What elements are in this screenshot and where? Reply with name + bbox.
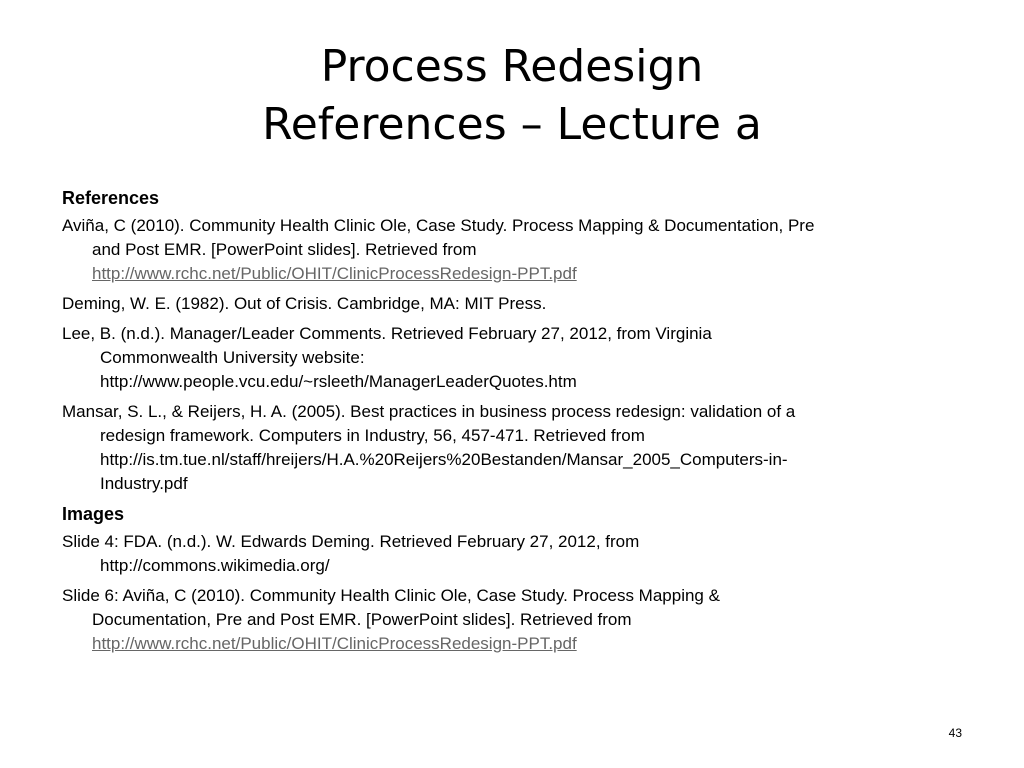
title-line-1: Process Redesign bbox=[320, 41, 704, 92]
page-number: 43 bbox=[948, 726, 962, 740]
images-heading: Images bbox=[62, 504, 125, 524]
slide-body bbox=[62, 186, 962, 662]
image-credit-slide-4 bbox=[62, 530, 962, 578]
image-credit-line: Slide 6: Aviña, C (2010). Community Health Clinic Ole, Case Study. Process Mapping & bbox=[62, 586, 720, 605]
reference-url-text: http://is.tm.tue.nl/staff/hreijers/H.A.%20Reijers%20Bestanden/Mansar_2005_Computers-in- bbox=[100, 450, 788, 469]
image-credit-slide-6 bbox=[62, 584, 962, 656]
title-line-2: References – Lecture a bbox=[262, 99, 762, 150]
reference-line: Lee, B. (n.d.). Manager/Leader Comments. Retrieved February 27, 2012, from Virginia bbox=[62, 324, 712, 343]
reference-line: Deming, W. E. (1982). Out of Crisis. Cambridge, MA: MIT Press. bbox=[62, 294, 547, 313]
reference-link[interactable]: http://www.rchc.net/Public/OHIT/ClinicProcessRedesign-PPT.pdf bbox=[92, 264, 577, 283]
image-credit-url-text: http://commons.wikimedia.org/ bbox=[100, 556, 330, 575]
reference-line: Aviña, C (2010). Community Health Clinic Ole, Case Study. Process Mapping & Documentation, Pre bbox=[62, 216, 815, 235]
reference-entry-deming bbox=[62, 292, 962, 316]
reference-line: and Post EMR. [PowerPoint slides]. Retrieved from bbox=[92, 240, 477, 259]
reference-line: Mansar, S. L., & Reijers, H. A. (2005). Best practices in business process redesign: validation of a bbox=[62, 402, 796, 421]
reference-line: Commonwealth University website: bbox=[100, 348, 365, 367]
reference-entry-avina bbox=[62, 214, 962, 286]
image-credit-line: Documentation, Pre and Post EMR. [PowerPoint slides]. Retrieved from bbox=[92, 610, 632, 629]
image-credit-link[interactable]: http://www.rchc.net/Public/OHIT/ClinicProcessRedesign-PPT.pdf bbox=[92, 634, 577, 653]
slide-title bbox=[0, 38, 1024, 154]
image-credit-line: Slide 4: FDA. (n.d.). W. Edwards Deming. Retrieved February 27, 2012, from bbox=[62, 532, 640, 551]
reference-line: redesign framework. Computers in Industry, 56, 457-471. Retrieved from bbox=[100, 426, 645, 445]
reference-url-text: http://www.people.vcu.edu/~rsleeth/ManagerLeaderQuotes.htm bbox=[100, 372, 577, 391]
references-heading: References bbox=[62, 188, 160, 208]
reference-entry-mansar bbox=[62, 400, 962, 496]
reference-entry-lee bbox=[62, 322, 962, 394]
reference-url-text: Industry.pdf bbox=[100, 474, 188, 493]
